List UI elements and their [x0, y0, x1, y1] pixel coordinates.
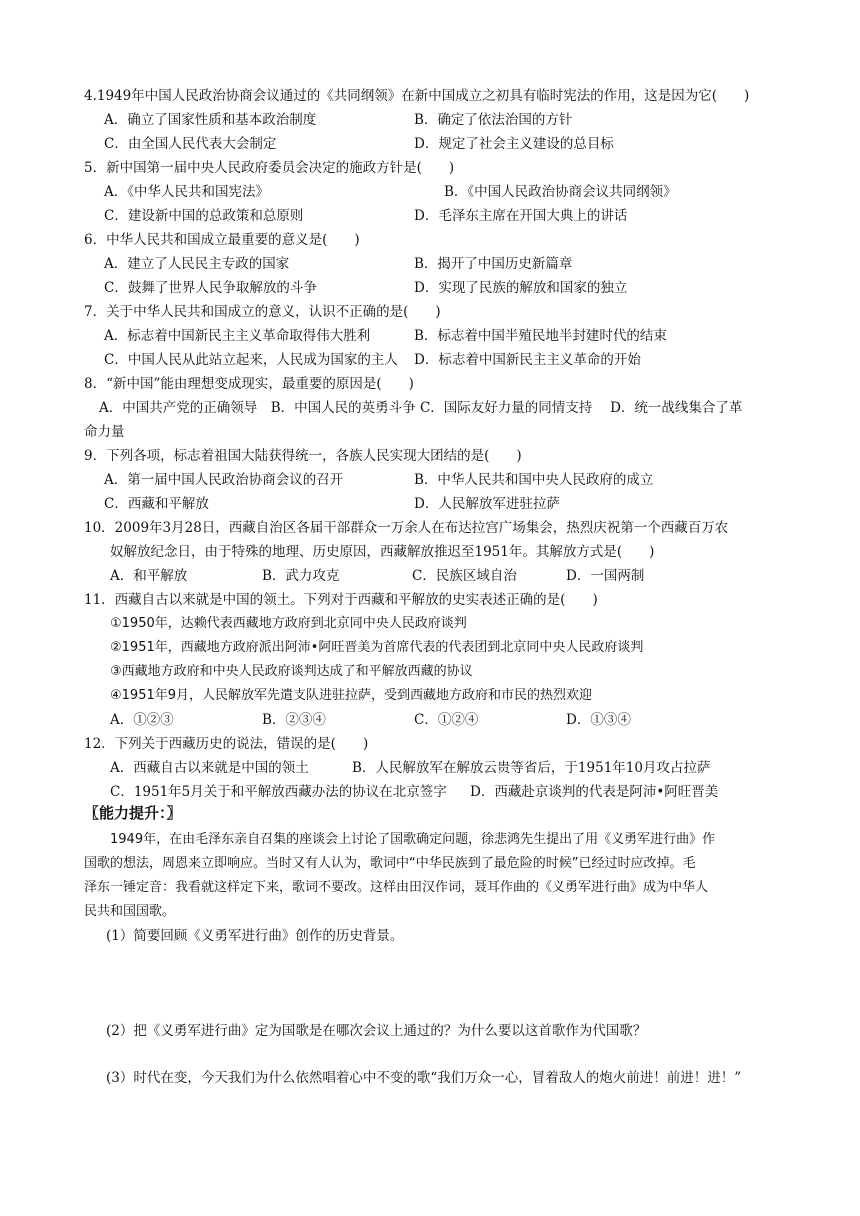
- q11-statement-4: ④1951年9月，人民解放军先遣支队进驻拉萨，受到西藏地方政府和市民的热烈欢迎: [110, 688, 593, 703]
- q9-option-d: D．人民解放军进驻拉萨: [414, 496, 560, 512]
- q12-option-c: C．1951年5月关于和平解放西藏办法的协议在北京签字: [110, 784, 447, 800]
- ability-passage-line2: 国歌的想法，周恩来立即响应。当时又有人认为，歌词中“中华民族到了最危险的时候”已经过时应改掉。毛: [84, 856, 696, 871]
- q10-option-d: D．一国两制: [566, 568, 645, 584]
- q12-option-b: B．人民解放军在解放云贵等省后，于1951年10月攻占拉萨: [352, 760, 711, 776]
- q11-statement-1: ①1950年，达赖代表西藏地方政府到北京同中央人民政府谈判: [110, 616, 467, 631]
- q11-option-d: D．①③④: [566, 712, 631, 728]
- q5-option-d: D．毛泽东主席在开国大典上的讲话: [414, 208, 628, 224]
- q7-option-a: A．标志着中国新民主主义革命取得伟大胜利: [104, 328, 371, 344]
- ability-passage-line3: 泽东一锤定音：我看就这样定下来，歌词不要改。这样由田汉作词，聂耳作曲的《义勇军进行曲》成为中华人: [84, 880, 709, 895]
- q12-stem: 12．下列关于西藏历史的说法，错误的是( ): [84, 736, 369, 752]
- q7-option-b: B．标志着中国半殖民地半封建时代的结束: [414, 328, 667, 344]
- q11-option-c: C．①②④: [414, 712, 479, 728]
- q7-option-d: D．标志着中国新民主主义革命的开始: [414, 352, 641, 368]
- q4-option-b: B．确定了依法治国的方针: [414, 112, 573, 128]
- q8-options-continued: 命力量: [84, 424, 125, 440]
- q5-option-b: B．《中国人民政治协商会议共同纲领》: [444, 184, 677, 200]
- q7-option-c: C．中国人民从此站立起来，人民成为国家的主人: [104, 352, 398, 368]
- q11-statement-3: ③西藏地方政府和中央人民政府谈判达成了和平解放西藏的协议: [110, 664, 473, 679]
- q6-option-d: D．实现了民族的解放和国家的独立: [414, 280, 628, 296]
- ability-subquestion-2: (2）把《义勇军进行曲》定为国歌是在哪次会议上通过的？为什么要以这首歌作为代国歌？: [106, 1023, 647, 1039]
- q8-options: A．中国共产党的正确领导 B．中国人民的英勇斗争 C．国际友好力量的同情支持 D．统一战线集合了革: [99, 400, 743, 416]
- q11-statement-2: ②1951年，西藏地方政府派出阿沛•阿旺晋美为首席代表的代表团到北京同中央人民政府谈判: [110, 640, 644, 655]
- q9-stem: 9．下列各项，标志着祖国大陆获得统一，各族人民实现大团结的是( ): [84, 448, 522, 464]
- q5-option-c: C．建设新中国的总政策和总原则: [104, 208, 304, 224]
- q5-option-a: A．《中华人民共和国宪法》: [104, 184, 269, 200]
- q8-stem: 8．“新中国”能由理想变成现实，最重要的原因是( ): [84, 376, 414, 392]
- q9-option-c: C．西藏和平解放: [104, 496, 209, 512]
- q10-option-b: B．武力攻克: [262, 568, 340, 584]
- q10-stem-line2: 奴解放纪念日，由于特殊的地理、历史原因，西藏解放推迟至1951年。其解放方式是( ): [110, 544, 655, 560]
- q10-stem-line1: 10．2009年3月28日，西藏自治区各届干部群众一万余人在布达拉宫广场集会，热烈庆祝第一个西藏百万农: [84, 520, 729, 536]
- ability-subquestion-3: (3）时代在变，今天我们为什么依然唱着心中不变的歌“我们万众一心，冒着敌人的炮火前进！前进！进！”: [106, 1070, 742, 1086]
- q6-stem: 6．中华人民共和国成立最重要的意义是( ): [84, 232, 360, 248]
- q5-stem: 5．新中国第一届中央人民政府委员会决定的施政方针是( ): [84, 160, 455, 176]
- q10-option-c: C．民族区域自治: [412, 568, 517, 584]
- q4-option-a: A．确立了国家性质和基本政治制度: [104, 112, 317, 128]
- q6-option-c: C．鼓舞了世界人民争取解放的斗争: [104, 280, 317, 296]
- q12-option-a: A．西藏自古以来就是中国的领土: [110, 760, 309, 776]
- q4-option-d: D．规定了社会主义建设的总目标: [414, 136, 614, 152]
- ability-passage-line4: 民共和国国歌。: [84, 904, 176, 919]
- q4-stem: 4.1949年中国人民政治协商会议通过的《共同纲领》在新中国成立之初具有临时宪法的作用，这是因为它( ): [84, 88, 750, 104]
- q9-option-b: B．中华人民共和国中央人民政府的成立: [414, 472, 654, 488]
- q11-stem: 11．西藏自古以来就是中国的领土。下列对于西藏和平解放的史实表述正确的是( ): [84, 592, 598, 608]
- q6-option-b: B．揭开了中国历史新篇章: [414, 256, 573, 272]
- q6-option-a: A．建立了人民民主专政的国家: [104, 256, 290, 272]
- ability-heading: 〖能力提升：〗: [84, 804, 182, 822]
- q7-stem: 7．关于中华人民共和国成立的意义，认识不正确的是( ): [84, 304, 441, 320]
- q12-option-d: D．西藏赴京谈判的代表是阿沛•阿旺晋美: [470, 784, 719, 800]
- q9-option-a: A．第一届中国人民政治协商会议的召开: [104, 472, 344, 488]
- q11-option-b: B．②③④: [262, 712, 326, 728]
- ability-subquestion-1: (1）简要回顾《义勇军进行曲》创作的历史背景。: [106, 928, 404, 944]
- ability-passage-line1: 1949年，在由毛泽东亲自召集的座谈会上讨论了国歌确定问题，徐悲鸿先生提出了用《义勇军进行曲》作: [110, 832, 716, 847]
- q10-option-a: A．和平解放: [110, 568, 188, 584]
- q4-option-c: C．由全国人民代表大会制定: [104, 136, 277, 152]
- q11-option-a: A．①②③: [110, 712, 174, 728]
